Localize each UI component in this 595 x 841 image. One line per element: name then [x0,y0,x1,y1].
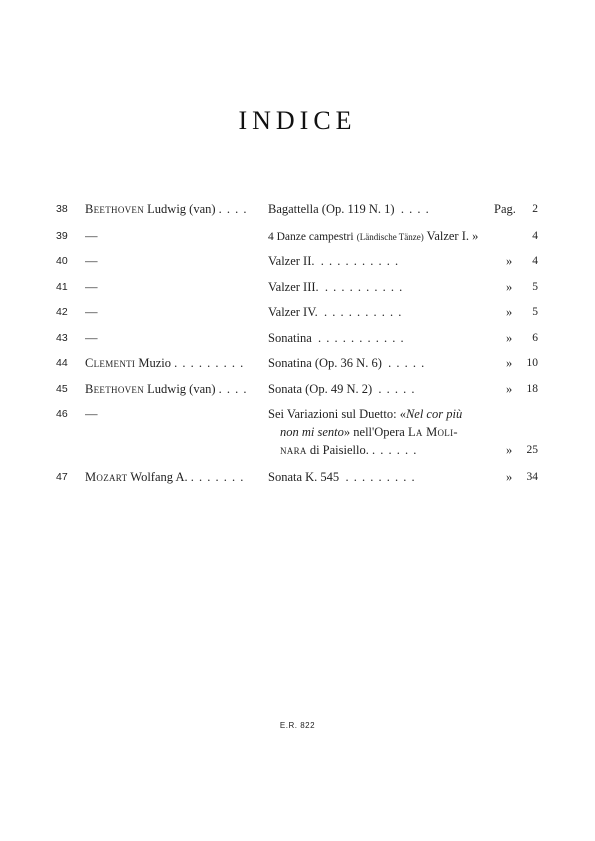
index-row [0,470,595,486]
composer-surname: Mozart [85,470,128,484]
page-number: 25 [526,444,538,456]
entry-number: 46 [56,408,68,420]
leader-dots: . . . . . [388,356,426,370]
index-row [0,331,595,347]
work-tail: Valzer I. » [426,229,479,243]
work-title [268,229,516,244]
entry-number: 38 [56,203,68,215]
page-number: 5 [532,281,538,293]
work-title [268,254,496,269]
page-number: 5 [532,306,538,318]
work-text: Valzer IV. [268,305,318,319]
work-smallcaps: La Moli- [407,425,458,439]
page-number: 10 [526,357,538,369]
work-line-1 [268,407,500,425]
page-number: 4 [532,255,538,267]
composer-surname: Clementi [85,356,136,370]
index-row [0,202,595,218]
composer [85,470,263,485]
composer-dash: — [85,305,98,319]
work-text: Sonatina [268,331,312,345]
leader-dots: . . . . . . . . . [174,356,245,370]
composer-dash: — [85,280,98,294]
leader-dots: . . . . . . . . . . [324,280,404,294]
leader-dots: . . . . . . . . . . [324,305,403,319]
page-title: INDICE [238,106,357,135]
index-row [0,229,595,245]
work-text: Sonatina (Op. 36 N. 6) [268,356,382,370]
ditto-mark: » [506,331,513,345]
plate-number: E.R. 822 [279,721,316,730]
composer-surname: Beethoven [85,202,145,216]
work-line-3 [268,443,500,458]
page-prefix: Pag. [494,202,516,216]
leader-dots: . . . . . . [371,443,418,457]
ditto-mark: » [506,382,513,396]
index-row [0,280,595,296]
work-smallcaps: nara [280,443,307,457]
index-row [0,356,595,372]
leader-dots: . . . . [400,202,430,216]
work-title [268,356,496,371]
composer [85,202,263,217]
work-line-2 [268,425,500,443]
leader-dots: . . . . . . . [190,470,245,484]
work-text: Bagattella (Op. 119 N. 1) [268,202,395,216]
entry-number: 41 [56,281,68,293]
entry-number: 47 [56,471,68,483]
work-title [268,305,496,320]
work-text: 4 Danze campestri [268,231,354,243]
leader-dots: . . . . [218,382,248,396]
entry-number: 42 [56,306,68,318]
work-text: » nell'Opera [343,425,405,439]
entry-number: 39 [56,230,68,242]
entry-number: 44 [56,357,68,369]
work-title [268,407,500,458]
index-row [0,305,595,321]
work-title [268,202,496,217]
composer [85,382,263,397]
composer [85,356,263,371]
ditto-mark: » [506,443,513,457]
index-row [0,382,595,398]
index-row [0,407,595,459]
work-text: Valzer II. [268,254,315,268]
work-title [268,470,496,485]
work-text: Sonata (Op. 49 N. 2) [268,382,373,396]
page-number: 34 [526,471,538,483]
entry-number: 43 [56,332,68,344]
work-note: (Ländische Tänze) [356,232,424,242]
page-number: 2 [532,203,538,215]
work-text: Sonata K. 545 [268,470,340,484]
leader-dots: . . . . [218,202,248,216]
leader-dots: . . . . . . . . . [345,470,416,484]
work-text: Valzer III. [268,280,319,294]
page-number: 6 [532,332,538,344]
composer-given: Ludwig (van) [147,382,216,396]
work-text: di Paisiello. [309,443,369,457]
work-title [268,382,496,397]
composer-dash: — [85,229,98,243]
ditto-mark: » [506,470,513,484]
composer-surname: Beethoven [85,382,145,396]
work-title [268,280,496,295]
page-number: 4 [532,230,538,242]
ditto-mark: » [506,254,513,268]
composer-given: Muzio [138,356,171,370]
composer-dash: — [85,407,98,421]
ditto-mark: » [506,305,513,319]
work-title [268,331,496,346]
composer-dash: — [85,331,98,345]
leader-dots: . . . . . . . . . . [320,254,400,268]
page-number: 18 [526,383,538,395]
index-row [0,254,595,270]
composer-given: Wolfang A. [130,470,188,484]
entry-number: 45 [56,383,68,395]
leader-dots: . . . . . . . . . . . [318,331,405,345]
ditto-mark: » [506,280,513,294]
leader-dots: . . . . . [378,382,416,396]
work-italic: Nel cor più [405,407,463,421]
ditto-mark: » [506,356,513,370]
work-text: Sei Variazioni sul Duetto: « [268,407,406,421]
entry-number: 40 [56,255,68,267]
composer-given: Ludwig (van) [147,202,216,216]
composer-dash: — [85,254,98,268]
work-italic: non mi sento [280,425,344,439]
